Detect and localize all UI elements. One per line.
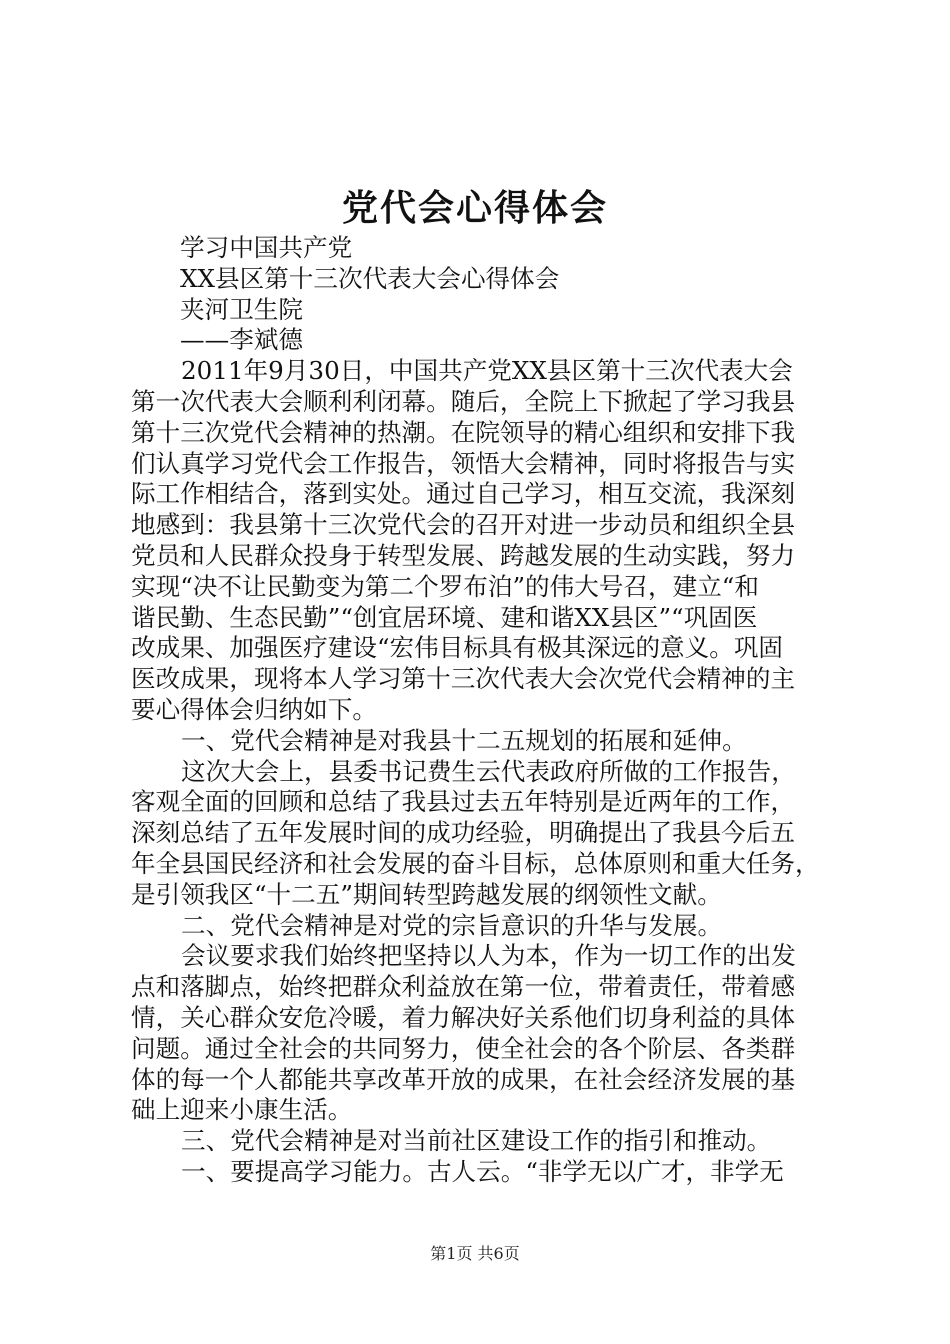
body-line: 情，关心群众安危冷暖，着力解决好关系他们切身利益的具体 <box>131 1002 796 1032</box>
body-line: 医改成果，现将本人学习第十三次代表大会次党代会精神的主 <box>131 664 796 694</box>
page-footer: 第1页 共6页 <box>430 1244 520 1263</box>
body-line: 第十三次党代会精神的热潮。在院领导的精心组织和安排下我 <box>131 417 796 447</box>
body-line: 改成果、加强医疗建设“宏伟目标具有极其深远的意义。巩固 <box>131 633 784 663</box>
body-line: 要心得体会归纳如下。 <box>131 694 377 724</box>
body-line: 谐民勤、生态民勤”“创宜居环境、建和谐XX县区”“巩固医 <box>131 602 758 632</box>
document-title: 党代会心得体会 <box>341 187 608 229</box>
body-line: 客观全面的回顾和总结了我县过去五年特别是近两年的工作， <box>131 787 796 817</box>
body-line: 2011年9月30日，中国共产党XX县区第十三次代表大会 <box>181 356 793 386</box>
body-line: 体的每一个人都能共享改革开放的成果，在社会经济发展的基 <box>131 1064 796 1094</box>
heading-line: XX县区第十三次代表大会心得体会 <box>180 263 560 293</box>
body-text <box>131 356 831 1188</box>
body-line: 会议要求我们始终把坚持以人为本，作为一切工作的出发 <box>181 941 796 971</box>
body-line: 三、党代会精神是对当前社区建设工作的指引和推动。 <box>181 1126 772 1156</box>
body-line: 深刻总结了五年发展时间的成功经验，明确提出了我县今后五 <box>131 818 796 848</box>
body-line: 点和落脚点，始终把群众利益放在第一位，带着责任，带着感 <box>131 972 796 1002</box>
body-line: 年全县国民经济和社会发展的奋斗目标，总体原则和重大任务， <box>131 848 820 878</box>
body-line: 地感到：我县第十三次党代会的召开对进一步动员和组织全县 <box>131 510 796 540</box>
body-line: 们认真学习党代会工作报告，领悟大会精神，同时将报告与实 <box>131 448 796 478</box>
body-line: 础上迎来小康生活。 <box>131 1095 353 1125</box>
heading-line: 夹河卫生院 <box>180 294 303 324</box>
body-line: 二、党代会精神是对党的宗旨意识的升华与发展。 <box>181 910 723 940</box>
document-body <box>131 233 831 1188</box>
body-line: 问题。通过全社会的共同努力，使全社会的各个阶层、各类群 <box>131 1033 796 1063</box>
body-line: 第一次代表大会顺利利闭幕。随后，全院上下掀起了学习我县 <box>131 386 796 416</box>
body-line: 一、要提高学习能力。古人云。“非学无以广才，非学无 <box>181 1156 784 1186</box>
body-line: 是引领我区“十二五”期间转型跨越发展的纲领性文献。 <box>131 879 722 909</box>
author-line: ——李斌德 <box>180 325 303 355</box>
body-line: 实现“决不让民勤变为第二个罗布泊”的伟大号召，建立“和 <box>131 571 759 601</box>
body-line: 这次大会上，县委书记费生云代表政府所做的工作报告， <box>181 756 796 786</box>
body-line: 一、党代会精神是对我县十二五规划的拓展和延伸。 <box>181 725 747 755</box>
heading-line: 学习中国共产党 <box>180 233 353 262</box>
body-line: 党员和人民群众投身于转型发展、跨越发展的生动实践，努力 <box>131 540 796 570</box>
body-line: 际工作相结合，落到实处。通过自己学习，相互交流，我深刻 <box>131 479 796 509</box>
